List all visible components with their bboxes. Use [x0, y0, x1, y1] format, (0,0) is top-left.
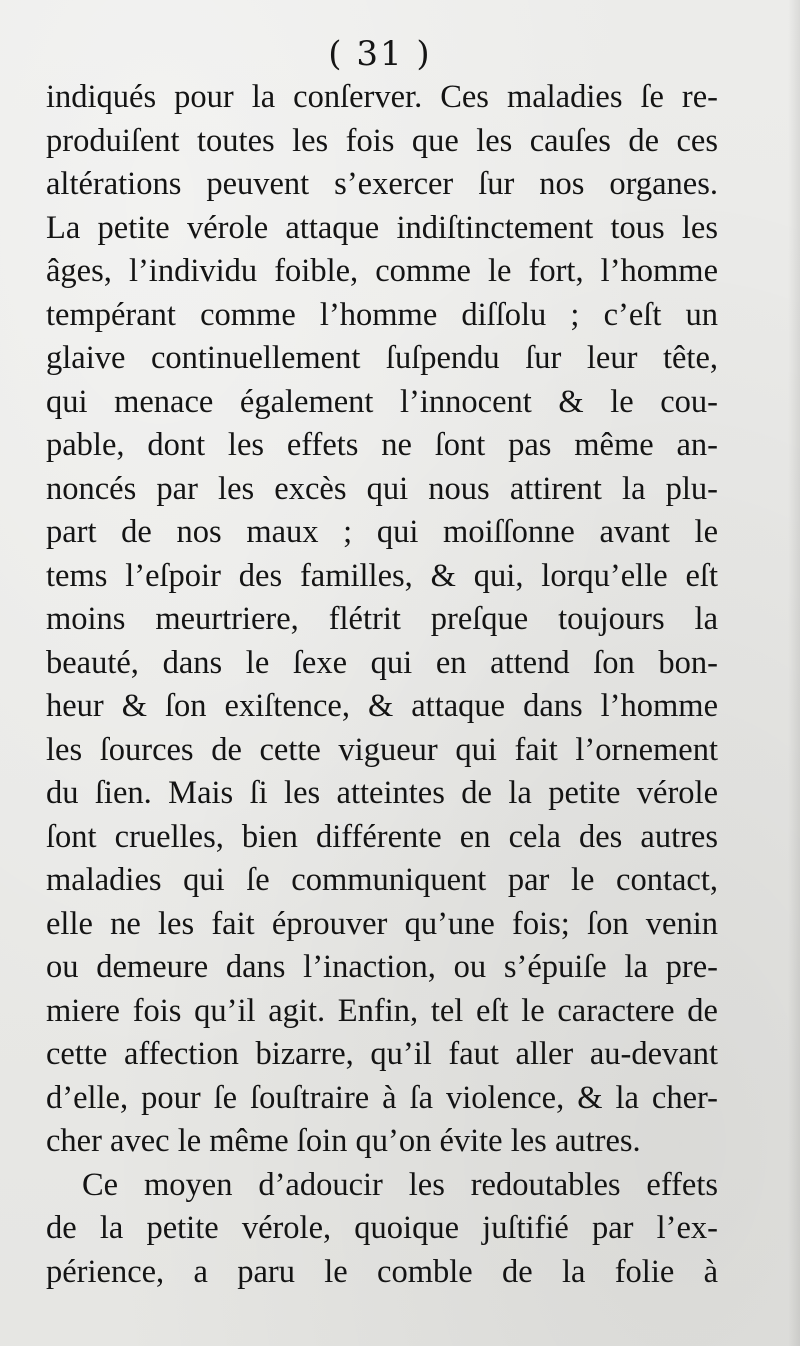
text-line: âges, l’individu foible, comme le fort, l’homme [46, 253, 718, 289]
text-line: heur & ſon exiſtence, & attaque dans l’homme [46, 688, 718, 724]
text-line: ou demeure dans l’inaction, ou s’épuiſe la pre- [46, 949, 718, 985]
text-line: moins meurtriere, flétrit preſque toujours la [46, 601, 718, 637]
text-line: du ſien. Mais ſi les atteintes de la petite vérole [46, 775, 718, 811]
text-line: maladies qui ſe communiquent par le contact, [46, 862, 718, 898]
text-line: tempérant comme l’homme diſſolu ; c’eſt un [46, 296, 718, 333]
text-line: de la petite vérole, quoique juſtifié par l’ex- [46, 1210, 718, 1246]
text-line: périence, a paru le comble de la folie à [46, 1253, 718, 1290]
text-line: miere fois qu’il agit. Enfin, tel eſt le caractere de [46, 992, 718, 1029]
text-line: cette affection bizarre, qu’il faut aller au-devant [46, 1036, 718, 1072]
text-line: ſont cruelles, bien différente en cela des autres [46, 818, 718, 855]
paragraph-end-line: cher avec le même ſoin qu’on évite les autres. [46, 1123, 641, 1159]
text-line: qui menace également l’innocent & le cou- [46, 383, 718, 420]
text-line: beauté, dans le ſexe qui en attend ſon bon- [46, 644, 718, 681]
text-line: pable, dont les effets ne ſont pas même an- [46, 427, 718, 463]
text-line: altérations peuvent s’exercer ſur nos organes. [46, 166, 718, 202]
text-line: les ſources de cette vigueur qui fait l’ornement [46, 731, 718, 768]
text-line: produiſent toutes les fois que les cauſes de ces [46, 122, 718, 159]
page-edge-shadow [788, 0, 800, 1346]
text-line: d’elle, pour ſe ſouſtraire à ſa violence, & la cher- [46, 1079, 718, 1116]
text-line: tems l’eſpoir des familles, & qui, lorqu’elle eſt [46, 557, 718, 594]
text-line: indiqués pour la conſerver. Ces maladies ſe re- [46, 79, 718, 115]
text-line: elle ne les fait éprouver qu’une fois; ſon venin [46, 905, 718, 942]
text-line: La petite vérole attaque indiſtinctement tous les [46, 209, 718, 246]
text-line: noncés par les excès qui nous attirent la plu- [46, 470, 718, 507]
page-number: ( 31 ) [328, 34, 432, 74]
body-text [46, 76, 718, 1294]
text-line: glaive continuellement ſuſpendu ſur leur tête, [46, 340, 718, 376]
paragraph-start-line: Ce moyen d’adoucir les redoutables effets [82, 1166, 718, 1203]
text-line: part de nos maux ; qui moiſſonne avant le [46, 514, 718, 550]
